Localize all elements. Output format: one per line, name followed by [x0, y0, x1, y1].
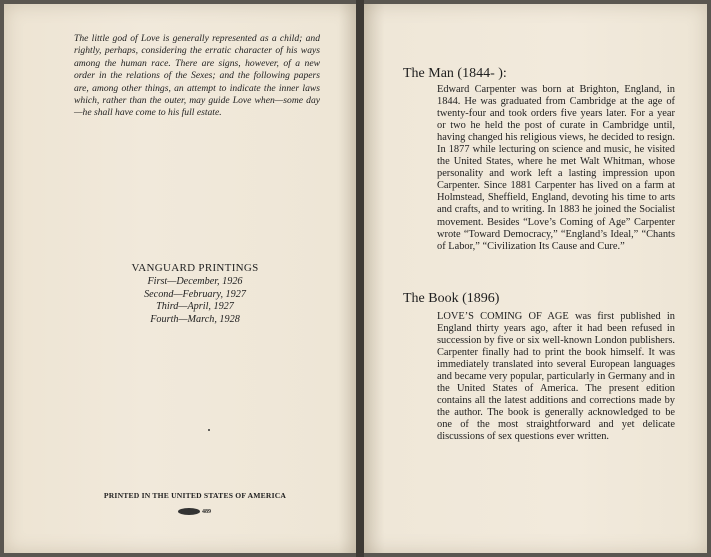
printing-line: Fourth—March, 1928: [150, 313, 240, 325]
section-heading-man: The Man (1844- ):: [403, 66, 507, 81]
book-gutter: [356, 0, 364, 557]
union-label-icon: [178, 508, 211, 515]
printing-line: Second—February, 1927: [144, 288, 246, 300]
printing-line: First—December, 1926: [147, 276, 243, 287]
union-label-number: 489: [202, 508, 211, 515]
union-bug-mark: [178, 508, 200, 515]
printings-block: [120, 262, 270, 326]
section-body-man: Edward Carpenter was born at Brighton, England, in 1844. He was graduated from Cambridge at the age of twenty-four and took orders five years later. For a year or two he held the post of curate in Cambridge until, having changed his religious views, he decided to resign. In 1877 while lecturing on science and music, he visited the United States, where he met Walt Whitman, whose personality and work left a lasting impression upon Carpenter. Since 1881 Carpenter has lived on a farm at Holmstead, Sheffield, England, devoting his time to arts and crafts, and to writing. In 1883 he joined the Socialist movement. Besides “Love’s Coming of Age” Carpenter wrote “Toward Democracy,” “England’s Ideal,” “Chants of Labor,” “Civilization Its Cause and Cure.”: [437, 84, 675, 252]
section-body-book: LOVE’S COMING OF AGE was first published in England thirty years ago, after it had been refused in succession by five or six well-known London publishers. Carpenter finally had to print the book himself. It was immediately translated into several European languages and became very popular, particularly in Germany and in the United States of America. The present edition contains all the latest additions and corrections made by the author. The book is generally acknowledged to be one of the most straightforward and yet delicate discussions of sex questions ever written.: [437, 311, 675, 443]
printing-line: Third—April, 1927: [156, 301, 234, 312]
epigraph: The little god of Love is generally represented as a child; and rightly, perhaps, considering the erratic character of his ways among the human race. There are signs, however, of a new order in the relations of the Sexes; and the following papers are, among other things, an attempt to indicate the inner laws which, rather than the outer, may guide Love when—some day—he shall have come to his full estate.: [74, 33, 320, 119]
speck-mark: [208, 429, 210, 431]
printings-title: VANGUARD PRINTINGS: [131, 262, 259, 274]
section-heading-book: The Book (1896): [403, 291, 500, 306]
printed-in-notice: PRINTED IN THE UNITED STATES OF AMERICA: [103, 491, 287, 500]
